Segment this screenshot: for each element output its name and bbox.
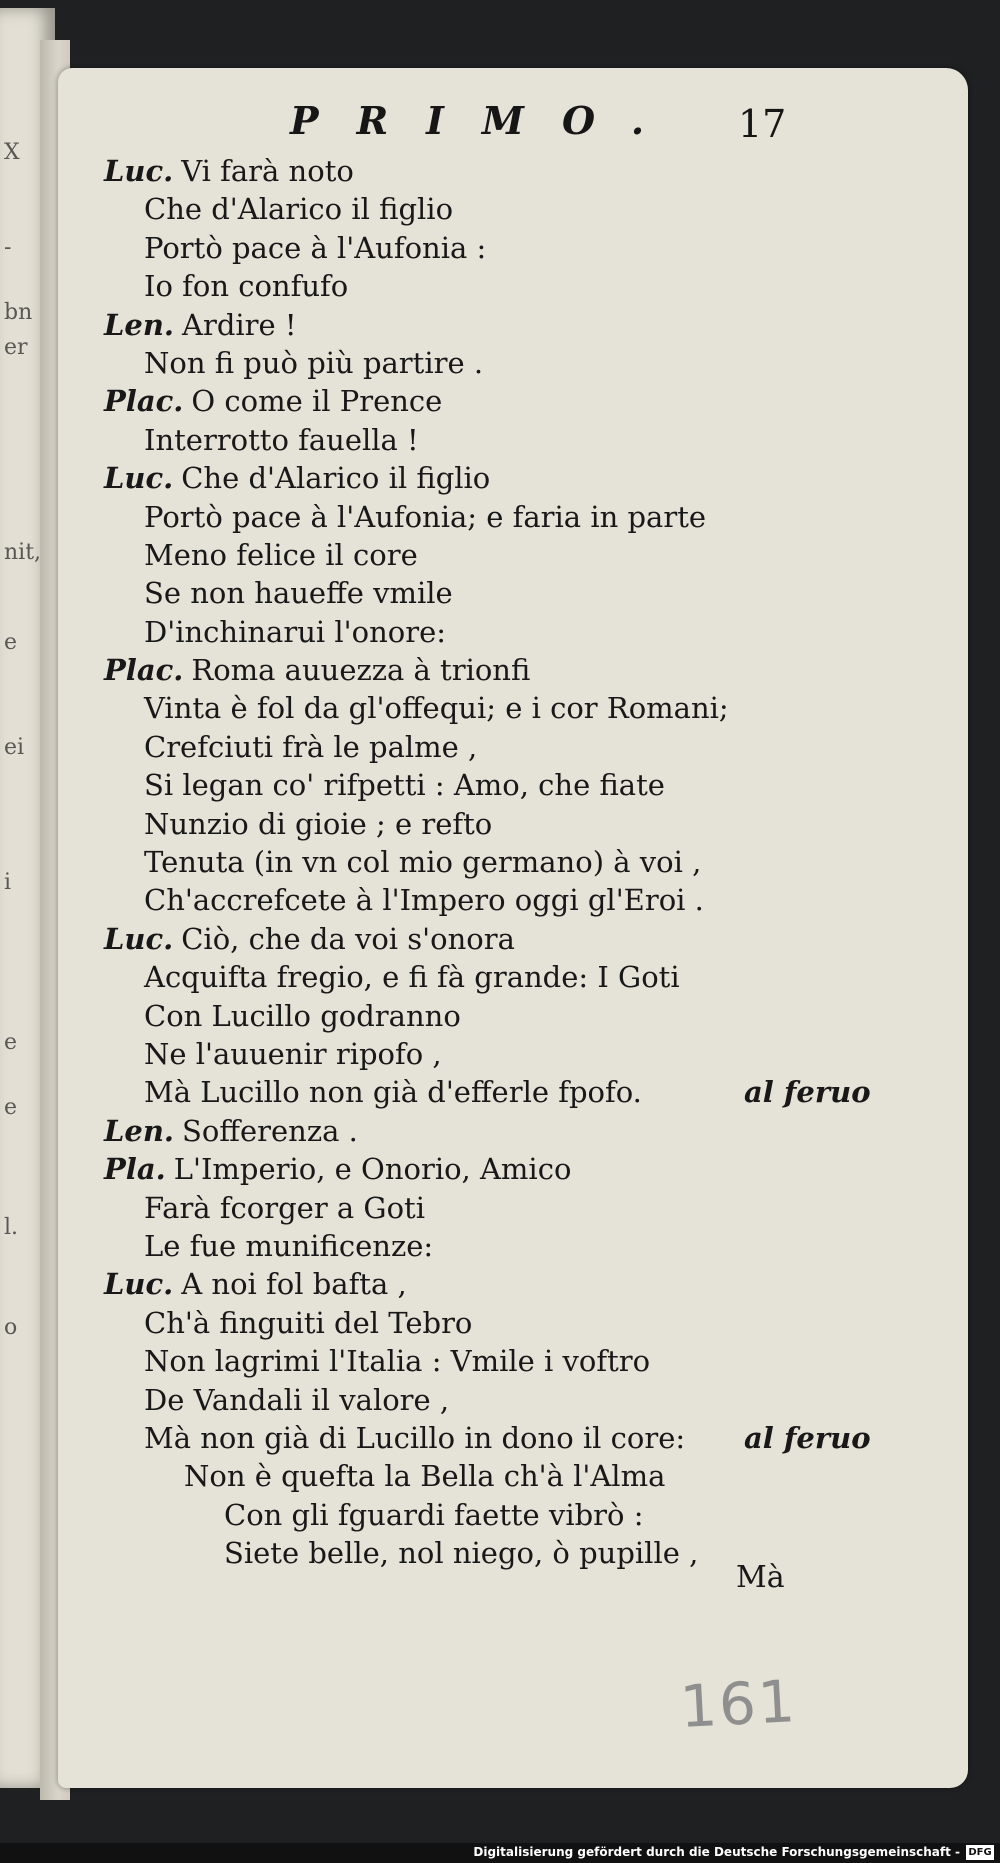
verse-text: Mà Lucillo non già d'efferle fpofo. (144, 1075, 642, 1110)
text-line (104, 920, 864, 958)
text-line (104, 1381, 864, 1419)
verse-text: Con Lucillo godranno (144, 998, 461, 1033)
page-number: 17 (738, 102, 787, 146)
verse-text: Ne l'auuenir ripofo , (144, 1036, 442, 1071)
text-line (104, 805, 864, 843)
text-line (104, 881, 864, 919)
text-line (104, 613, 864, 651)
text-line (104, 1112, 864, 1150)
catchword: Mà (736, 1560, 785, 1595)
speaker-name: Len. (104, 1113, 175, 1148)
text-line (104, 152, 864, 190)
text-line (104, 728, 864, 766)
verse-text: L'Imperio, e Onorio, Amico (173, 1152, 572, 1187)
text-line (104, 1419, 871, 1457)
verse-text: Non è quefta la Bella ch'à l'Alma (184, 1459, 666, 1494)
text-line (104, 1457, 864, 1495)
margin-fragment: nit, (4, 540, 42, 565)
margin-fragment: o (4, 1315, 18, 1340)
text-line (104, 1189, 864, 1227)
text-line (104, 574, 864, 612)
verse-text: Tenuta (in vn col mio germano) à voi , (144, 845, 702, 880)
speaker-name: Plac. (104, 653, 184, 688)
verse-text: Non fi può più partire . (144, 345, 484, 380)
verse-text: Con gli fguardi faette vibrò : (224, 1497, 644, 1532)
speaker-name: Plac. (104, 384, 184, 419)
verse-text: Crefciuti frà le palme , (144, 729, 478, 764)
text-line (104, 421, 864, 459)
verse-text: Se non haueffe vmile (144, 576, 453, 611)
verse-text: Meno felice il core (144, 537, 418, 572)
text-line (104, 344, 864, 382)
verse-text: Vinta è fol da gl'offequi; e i cor Romani; (144, 691, 729, 726)
verse-text: Nunzio di gioie ; e refto (144, 806, 493, 841)
text-line (104, 459, 864, 497)
text-line (104, 997, 864, 1035)
margin-fragment: bn (4, 300, 33, 325)
margin-fragment: e (4, 1030, 18, 1055)
verse-text: Acquifta fregio, e fi fà grande: I Goti (144, 960, 680, 995)
pencil-folio-mark: 161 (678, 1666, 799, 1742)
speaker-name: Luc. (104, 921, 174, 956)
margin-fragment: - (4, 235, 12, 260)
verse-text: Ch'à finguiti del Tebro (144, 1305, 473, 1340)
margin-fragment: er (4, 335, 28, 360)
speaker-name: Luc. (104, 461, 174, 496)
text-line (104, 766, 864, 804)
verse-text: Sofferenza . (182, 1113, 358, 1148)
verse-text: Che d'Alarico il figlio (144, 192, 454, 227)
margin-fragment: e (4, 630, 18, 655)
verse-text: Mà non già di Lucillo in dono il core: (144, 1420, 686, 1455)
verse-text: Che d'Alarico il figlio (181, 461, 491, 496)
running-header: PRIMO. (290, 98, 683, 143)
play-text (104, 152, 871, 1572)
verse-text: Interrotto fauella ! (144, 422, 419, 457)
verse-text: Io fon confufo (144, 269, 349, 304)
dfg-logo: DFG (966, 1845, 994, 1860)
text-line (104, 190, 864, 228)
stage-direction: al feruo (744, 1420, 871, 1455)
speaker-name: Luc. (104, 154, 174, 188)
text-line (104, 651, 864, 689)
text-line (104, 689, 864, 727)
margin-fragment: e (4, 1095, 18, 1120)
text-line (104, 1342, 864, 1380)
text-line (104, 1150, 864, 1188)
margin-fragment: X (4, 140, 20, 165)
margin-fragment: i (4, 870, 12, 895)
verse-text: Ch'accrefcete à l'Impero oggi gl'Eroi . (144, 883, 704, 918)
verse-text: Ciò, che da voi s'onora (181, 921, 515, 956)
text-line (104, 1227, 864, 1265)
margin-fragment: ei (4, 735, 25, 760)
stage-direction: al feruo (744, 1075, 871, 1110)
text-line (104, 382, 864, 420)
footer-credit: Digitalisierung gefördert durch die Deutsche Forschungsgemeinschaft - (473, 1845, 960, 1859)
text-line (104, 229, 864, 267)
verse-text: Ardire ! (182, 307, 297, 342)
text-line (104, 536, 864, 574)
text-line (104, 1304, 864, 1342)
text-line (104, 1496, 864, 1534)
text-line (104, 843, 864, 881)
text-line (104, 1073, 871, 1111)
margin-fragment: l. (4, 1215, 19, 1240)
text-line (104, 1265, 864, 1303)
verse-text: Le fue munificenze: (144, 1228, 434, 1263)
verse-text: A noi fol bafta , (181, 1267, 407, 1302)
speaker-name: Len. (104, 307, 175, 342)
verse-text: O come il Prence (191, 384, 443, 419)
speaker-name: Luc. (104, 1267, 174, 1302)
verse-text: D'inchinarui l'onore: (144, 614, 447, 649)
verse-text: Non lagrimi l'Italia : Vmile i voftro (144, 1344, 651, 1379)
verse-text: Portò pace à l'Aufonia; e faria in parte (144, 499, 707, 534)
text-line (104, 1035, 864, 1073)
speaker-name: Pla. (104, 1152, 166, 1187)
text-line (104, 498, 864, 536)
verse-text: Si legan co' rifpetti : Amo, che fiate (144, 768, 665, 803)
verse-text: Farà fcorger a Goti (144, 1190, 425, 1225)
verse-text: Siete belle, nol niego, ò pupille , (224, 1536, 699, 1571)
verse-text: Vi farà noto (181, 154, 354, 188)
text-line (104, 958, 864, 996)
verse-text: Portò pace à l'Aufonia : (144, 230, 487, 265)
text-line (104, 306, 864, 344)
verse-text: Roma auuezza à trionfi (191, 653, 531, 688)
verse-text: De Vandali il valore , (144, 1382, 450, 1417)
text-line (104, 267, 864, 305)
